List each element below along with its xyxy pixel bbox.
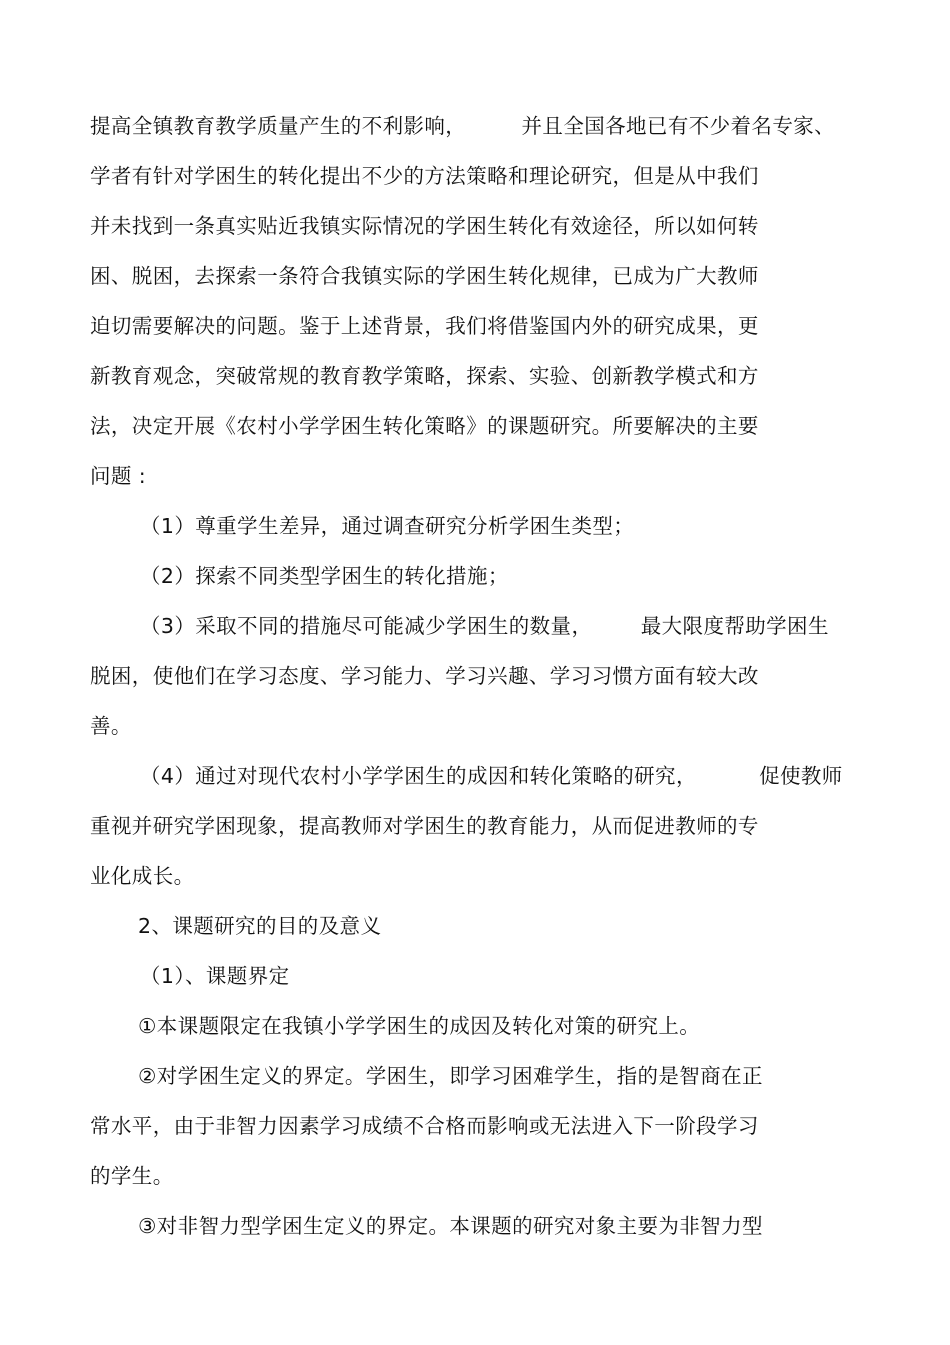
list-item: （2）探索不同类型学困生的转化措施； [140, 564, 509, 588]
text-line: 业化成长。 [90, 864, 195, 888]
list-item: （3）采取不同的措施尽可能减少学困生的数量， 最大限度帮助学困生 [140, 614, 829, 638]
list-item: （4）通过对现代农村小学学困生的成因和转化策略的研究， 促使教师 [140, 764, 843, 788]
list-item: （1）尊重学生差异，通过调查研究分析学困生类型； [140, 514, 635, 538]
subsection-heading: （1）、课题界定 [140, 964, 290, 988]
text-line: 困、脱困，去探索一条符合我镇实际的学困生转化规律，已成为广大教师 [90, 264, 759, 288]
text-line: 学者有针对学困生的转化提出不少的方法策略和理论研究，但是从中我们 [90, 164, 759, 188]
text-line: 提高全镇教育教学质量产生的不利影响， 并且全国各地已有不少着名专家、 [90, 114, 836, 138]
text-line: 问题 : [90, 464, 147, 488]
list-item: ②对学困生定义的界定。学困生，即学习困难学生，指的是智商在正 [138, 1064, 763, 1088]
text-line: 新教育观念，突破常规的教育教学策略，探索、实验、创新教学模式和方 [90, 364, 759, 388]
text-line: 重视并研究学困现象，提高教师对学困生的教育能力，从而促进教师的专 [90, 814, 759, 838]
text-line: 脱困，使他们在学习态度、学习能力、学习兴趣、学习习惯方面有较大改 [90, 664, 759, 688]
text-line: 常水平，由于非智力因素学习成绩不合格而影响或无法进入下一阶段学习 [90, 1114, 759, 1138]
list-item: ③对非智力型学困生定义的界定。本课题的研究对象主要为非智力型 [138, 1214, 763, 1238]
text-line: 法，决定开展《农村小学学困生转化策略》的课题研究。所要解决的主要 [90, 414, 759, 438]
text-line: 的学生。 [90, 1164, 174, 1188]
text-line: 迫切需要解决的问题。鉴于上述背景，我们将借鉴国内外的研究成果，更 [90, 314, 759, 338]
section-heading: 2、课题研究的目的及意义 [138, 914, 382, 938]
text-line: 善。 [90, 714, 132, 738]
list-item: ①本课题限定在我镇小学学困生的成因及转化对策的研究上。 [138, 1014, 701, 1038]
text-line: 并未找到一条真实贴近我镇实际情况的学困生转化有效途径，所以如何转 [90, 214, 759, 238]
